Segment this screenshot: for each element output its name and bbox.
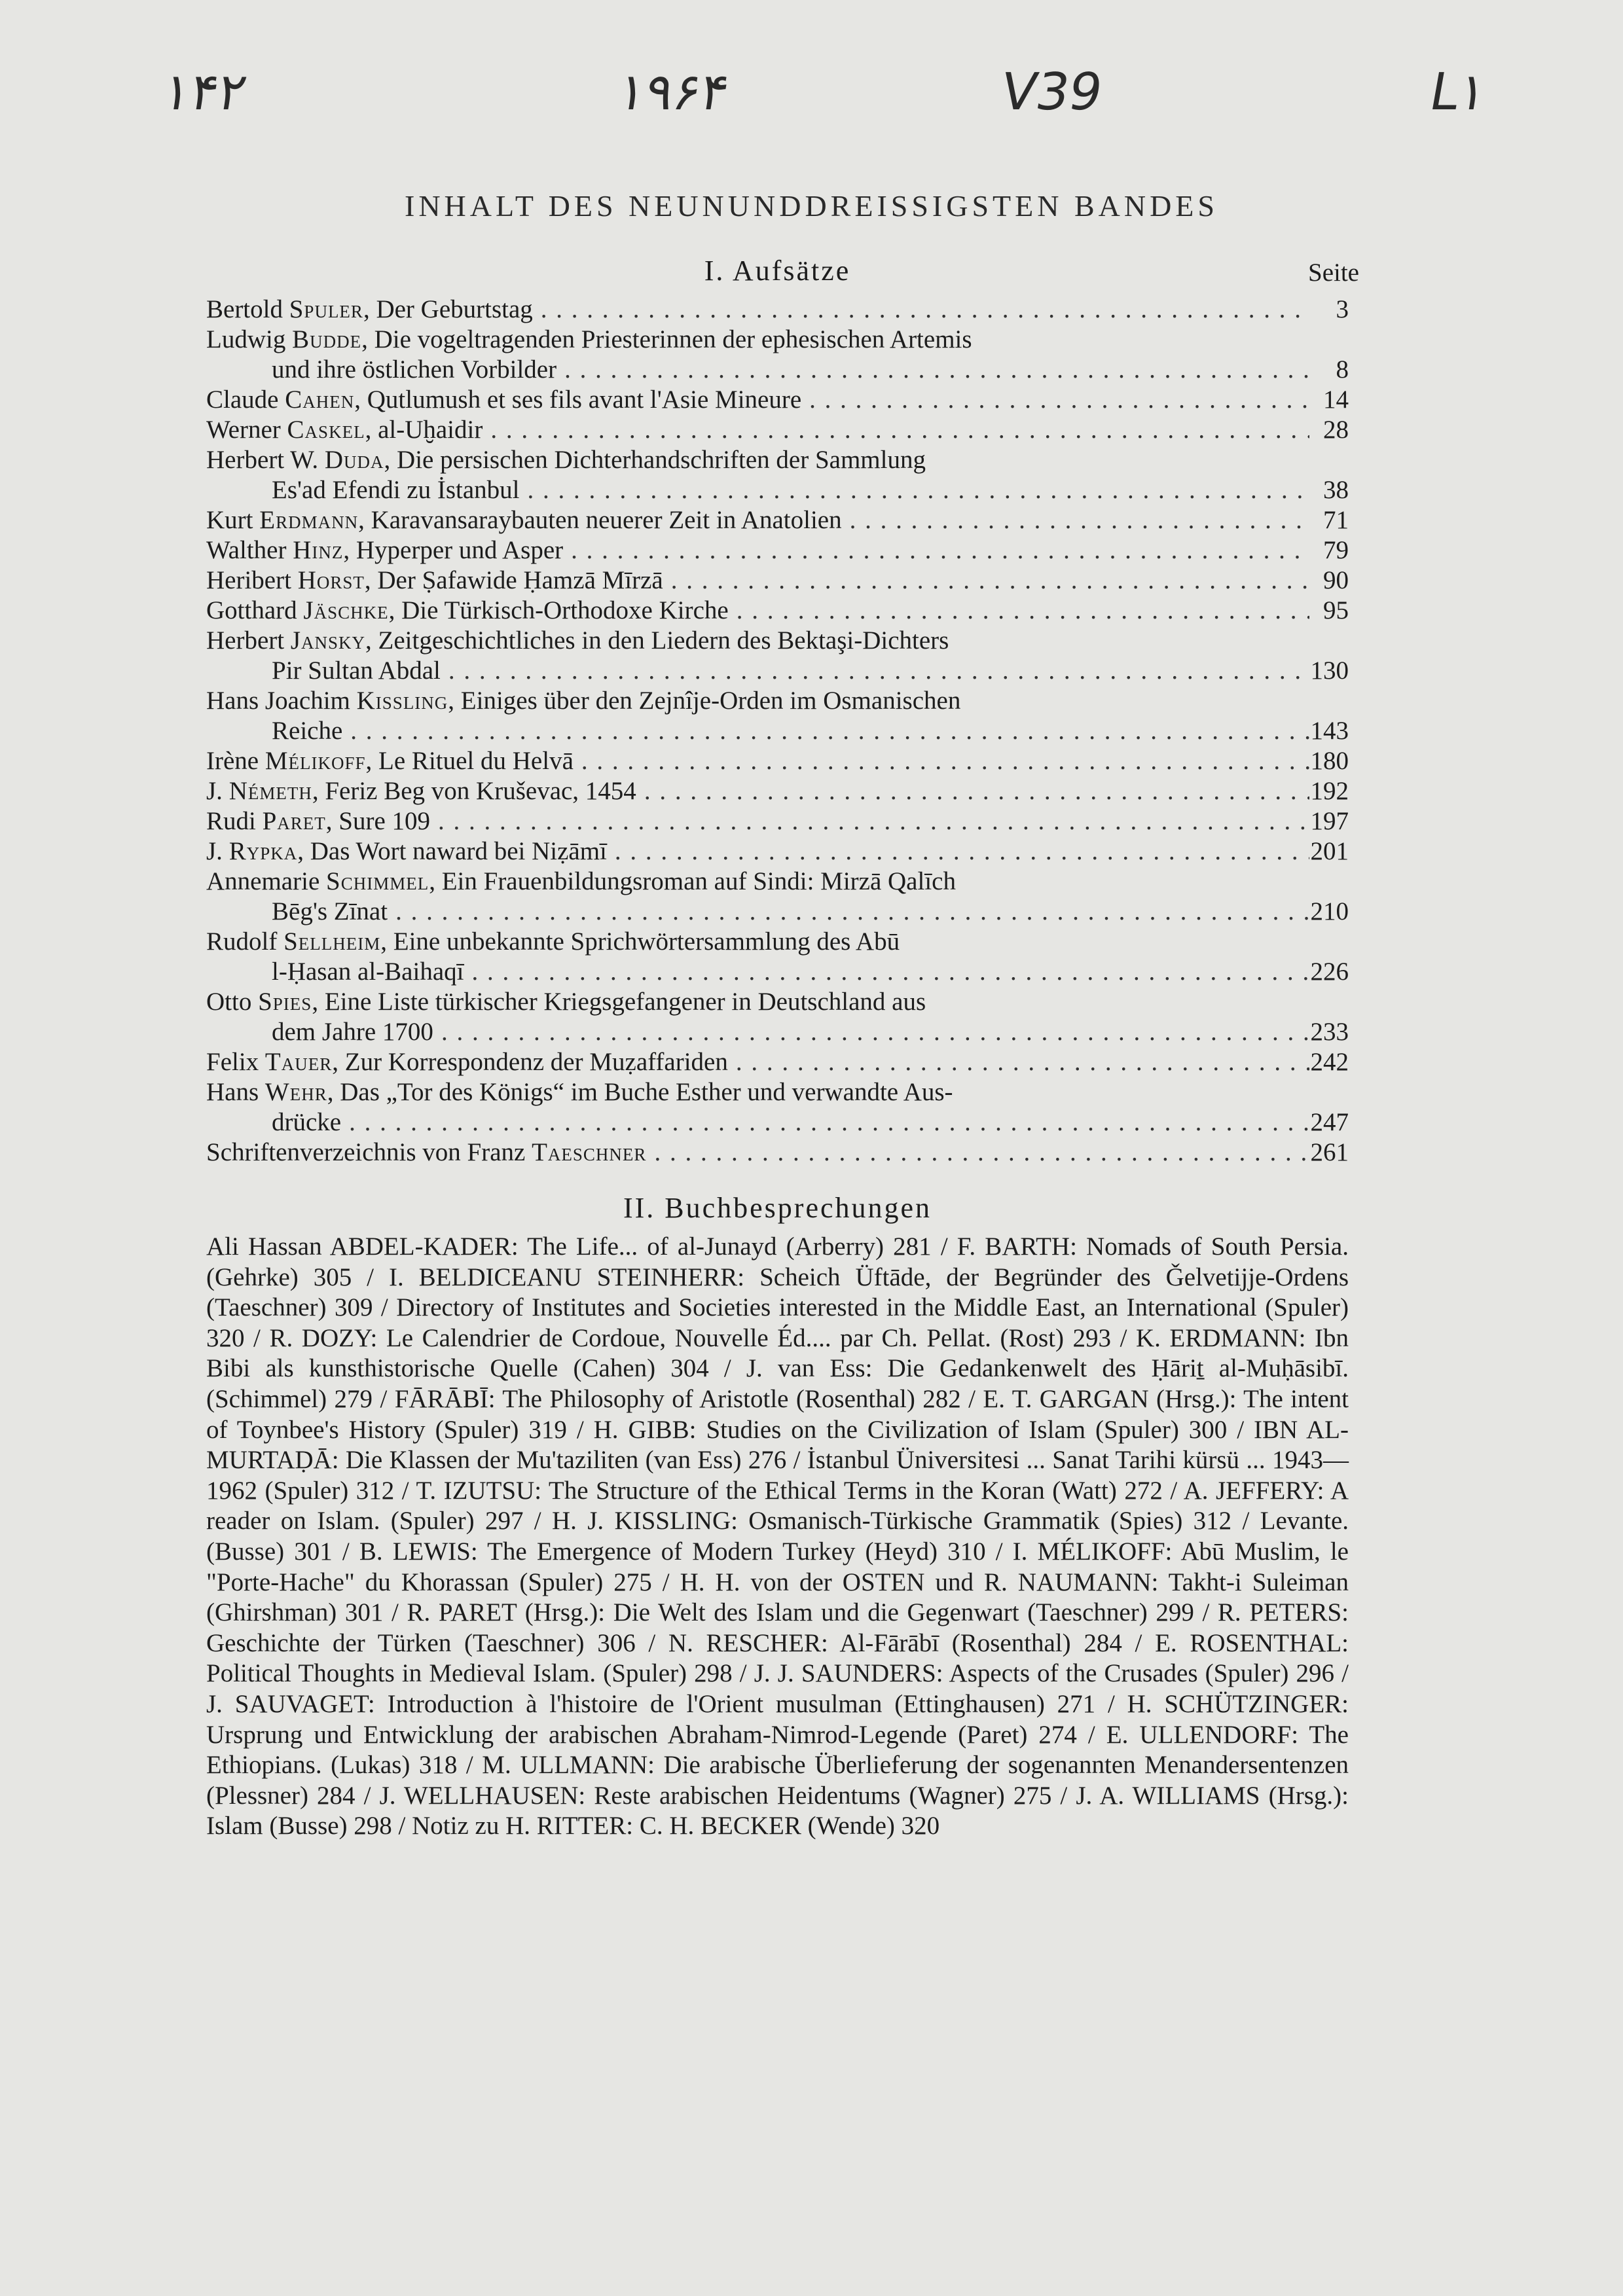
- article-title: Qutlumush et ses fils avant l'Asie Mineure: [367, 386, 802, 414]
- leader-dots: [636, 776, 1309, 806]
- page-number: 226: [1310, 958, 1349, 986]
- article-title: Der Geburtstag: [376, 295, 533, 323]
- author-last-name: Budde: [292, 325, 362, 353]
- author-first-name: Irène: [206, 747, 259, 775]
- author-first-name: Hans: [206, 1078, 259, 1106]
- toc-entry: [206, 776, 1349, 806]
- toc-entry-line: [206, 987, 1349, 1017]
- article-title: Le Rituel du Helvā: [378, 747, 574, 775]
- reviews-text: Ali Hassan ABDEL-KADER: The Life... of al-Junayd (Arberry) 281 / F. BARTH: Nomads of South Persia. (Gehrke) 305 / I. BELDICEANU STEINHERR: Scheich Üftāde, der Begründer des Ǧelvetijje-Ordens (Taeschner) 309 / Directory of Institutes and Societies interested in the Middle East, an International (Spuler) 320 / R. DOZY: Le Calendrier de Cordoue, Nouvelle Éd.... par Ch. Pellat. (Rost) 293 / K. ERDMANN: Ibn Bibi als kunsthistorische Quelle (Cahen) 304 / J. van Ess: Die Gedankenwelt des Ḥāriṯ al-Muḥāsibī. (Schimmel) 279 / FĀRĀBĪ: The Philosophy of Aristotle (Rosenthal) 282 / E. T. GARGAN (Hrsg.): The intent of Toynbee's History (Spuler) 319 / H. GIBB: Studies on the Civilization of Islam (Spuler) 300 / IBN AL-MURTAḌĀ: Die Klassen der Mu'taziliten (van Ess) 276 / İstanbul Üniversitesi ... Sanat Tarihi kürsü ... 1943—1962 (Spuler) 312 / T. IZUTSU: The Structure of the Ethical Terms in the Koran (Watt) 272 / A. JEFFERY: A reader on Islam. (Spuler) 297 / H. J. KISSLING: Osmanisch-Türkische Grammatik (Spies) 312 / Levante. (Busse) 301 / B. LEWIS: The Emergence of Modern Turkey (Heyd) 310 / I. MÉLIKOFF: Abū Muslim, le "Porte-Hache" du Khorassan (Spuler) 275 / H. H. von der OSTEN und R. NAUMANN: Takht-i Suleiman (Ghirshman) 301 / R. PARET (Hrsg.): Die Welt des Islam und die Gegenwart (Taeschner) 299 / R. PETERS: Geschichte der Türken (Taeschner) 306 / N. RESCHER: Al-Fārābī (Rosenthal) 284 / E. ROSENTHAL: Political Thoughts in Medieval Islam. (Spuler) 298 / J. J. SAUNDERS: Aspects of the Crusades (Spuler) 296 / J. SAUVAGET: Introduction à l'histoire de l'Orient musulman (Ettinghausen) 271 / H. SCHÜTZINGER: Ursprung und Entwicklung der arabischen Abraham-Nimrod-Legende (Paret) 274 / E. ULLENDORF: The Ethiopians. (Lukas) 318 / M. ULLMANN: Die arabische Überlieferung der sogenannten Menandersentenzen (Plessner) 284 / J. WELLHAUSEN: Reste arabischen Heidentums (Wagner) 275 / J. A. WILLIAMS (Hrsg.): Islam (Busse) 298 / Notiz zu H. RITTER: C. H. BECKER (Wende) 320: [206, 1232, 1349, 1840]
- toc-entry-line: [206, 836, 1349, 867]
- toc-entry-text: J. Rypka, Das Wort naward bei Niẓāmī: [206, 837, 607, 865]
- handwritten-note-2: ۱۹۶۴: [613, 63, 734, 122]
- author-first-name: Otto: [206, 988, 252, 1016]
- toc-entry-text: Annemarie Schimmel, Ein Frauenbildungsroman auf Sindi: Mirzā Qalīch: [206, 867, 956, 895]
- article-title: Das Wort naward bei Niẓāmī: [310, 837, 607, 865]
- author-first-name: Annemarie: [206, 867, 320, 895]
- toc-entry: [206, 415, 1349, 445]
- section-label: II. Buchbesprechungen: [623, 1192, 932, 1224]
- page-number: 28: [1323, 416, 1349, 444]
- toc-entry-line: [206, 355, 1349, 385]
- article-title: Sure 109: [338, 807, 431, 835]
- toc-entry: [206, 806, 1349, 836]
- article-title-continued: drücke: [272, 1108, 342, 1136]
- page-number: 242: [1310, 1048, 1349, 1076]
- toc-entry-text: Heribert Horst, Der Ṣafawide Ḥamzā Mīrzā: [206, 566, 663, 594]
- toc-entry-line: [206, 1017, 1349, 1047]
- article-title-continued: Es'ad Efendi zu İstanbul: [272, 476, 520, 504]
- toc-entry-text: Rudi Paret, Sure 109: [206, 807, 431, 835]
- section-heading-articles: [206, 249, 1359, 295]
- toc-entry: [206, 325, 1349, 385]
- article-title: Der Ṣafawide Ḥamzā Mīrzā: [377, 566, 663, 594]
- page-number: 180: [1310, 747, 1349, 775]
- toc-entry: [206, 927, 1349, 987]
- article-title-continued: l-Ḥasan al-Baihaqī: [272, 958, 464, 986]
- contents-body: [206, 249, 1359, 1842]
- toc-entry-line: [206, 957, 1349, 987]
- author-first-name: Schriftenverzeichnis von Franz: [206, 1138, 526, 1166]
- leader-dots: [607, 836, 1309, 867]
- author-last-name: Caskel: [287, 416, 365, 444]
- author-first-name: Kurt: [206, 506, 253, 534]
- author-first-name: Felix: [206, 1048, 259, 1076]
- author-first-name: Herbert: [206, 626, 285, 655]
- page-number: 38: [1323, 476, 1349, 504]
- toc-entry-line: [206, 867, 1349, 897]
- leader-dots: [574, 746, 1309, 776]
- page-number: 95: [1323, 596, 1349, 624]
- toc-entry-line: [206, 656, 1349, 686]
- author-last-name: Duda: [324, 446, 384, 474]
- toc-entry: [206, 626, 1349, 686]
- toc-entry-line: [206, 1047, 1349, 1077]
- handwritten-note-4: L۱: [1425, 63, 1492, 122]
- toc-entry-text: Rudolf Sellheim, Eine unbekannte Sprichwörtersammlung des Abū: [206, 927, 900, 956]
- toc-entry-line: [206, 1107, 1349, 1138]
- author-last-name: Wehr: [264, 1078, 327, 1106]
- author-first-name: Rudi: [206, 807, 256, 835]
- page-number: 79: [1323, 536, 1349, 564]
- article-title-continued: Bēg's Zīnat: [272, 897, 388, 925]
- toc-entry-line: [206, 325, 1349, 355]
- author-last-name: Mélikoff: [264, 747, 366, 775]
- toc-entry-text: [206, 1138, 646, 1168]
- author-last-name: Németh: [228, 777, 312, 805]
- article-title: Die vogeltragenden Priesterinnen der ephesischen Artemis: [374, 325, 972, 353]
- toc-entry: [206, 445, 1349, 505]
- toc-entry: [206, 1047, 1349, 1077]
- article-title-continued: und ihre östlichen Vorbilder: [272, 355, 557, 384]
- author-last-name: Spies: [258, 988, 312, 1016]
- toc-entry-line: [206, 776, 1349, 806]
- toc-entry-text: Hans Joachim Kissling, Einiges über den Zejnîje-Orden im Osmanischen: [206, 687, 961, 715]
- leader-dots: [556, 355, 1309, 385]
- page-number: 192: [1310, 777, 1349, 805]
- toc-entry-line: [206, 716, 1349, 746]
- toc-entry: [206, 867, 1349, 927]
- page-number: 71: [1323, 506, 1349, 534]
- author-last-name: Rypka: [228, 837, 298, 865]
- leader-dots: [430, 806, 1309, 836]
- article-title: Eine unbekannte Sprichwörtersammlung des Abū: [393, 927, 900, 956]
- toc-entry-text: Gotthard Jäschke, Die Türkisch-Orthodoxe Kirche: [206, 596, 729, 624]
- author-first-name: Werner: [206, 416, 281, 444]
- author-last-name: Hinz: [293, 536, 344, 564]
- article-title: Karavansaraybauten neuerer Zeit in Anatolien: [371, 506, 842, 534]
- author-last-name: Taeschner: [532, 1138, 647, 1166]
- article-title-continued: dem Jahre 1700: [272, 1018, 433, 1046]
- toc-entry-line: [206, 295, 1349, 325]
- leader-dots: [533, 295, 1309, 325]
- handwritten-note-3: V39: [996, 63, 1107, 122]
- author-last-name: Jansky: [290, 626, 366, 655]
- leader-dots: [729, 596, 1309, 626]
- article-title: Die persischen Dichterhandschriften der Sammlung: [397, 446, 926, 474]
- toc-entry: [206, 746, 1349, 776]
- page-number: 3: [1336, 295, 1349, 323]
- author-first-name: Gotthard: [206, 596, 297, 624]
- page-title: INHALT DES NEUNUNDDREISSIGSTEN BANDES: [405, 189, 1218, 223]
- page-number: 8: [1336, 355, 1349, 384]
- author-last-name: Paret: [262, 807, 326, 835]
- leader-dots: [441, 656, 1309, 686]
- toc-entry-line: [206, 385, 1349, 415]
- toc-entry-line: [206, 1138, 1349, 1168]
- author-last-name: Cahen: [285, 386, 355, 414]
- toc-entry-line: [206, 475, 1349, 505]
- page-number: 130: [1310, 656, 1349, 685]
- author-last-name: Kissling: [356, 687, 448, 715]
- article-title: Ein Frauenbildungsroman auf Sindi: Mirzā Qalīch: [441, 867, 956, 895]
- leader-dots: [483, 415, 1309, 445]
- section-label: I. Aufsätze: [704, 255, 851, 287]
- leader-dots: [646, 1138, 1309, 1168]
- article-title: Das „Tor des Königs“ im Buche Esther und verwandte Aus-: [340, 1078, 953, 1106]
- author-last-name: Sellheim: [283, 927, 381, 956]
- author-last-name: Horst: [297, 566, 365, 594]
- author-last-name: Erdmann: [259, 506, 359, 534]
- article-title: al-Uḫaidir: [378, 416, 483, 444]
- leader-dots: [728, 1047, 1309, 1077]
- toc-entry: [206, 505, 1349, 535]
- article-title: Hyperper und Asper: [356, 536, 564, 564]
- leader-dots: [464, 957, 1309, 987]
- page-number: 14: [1323, 386, 1349, 414]
- toc-entry-text: Claude Cahen, Qutlumush et ses fils avant l'Asie Mineure: [206, 386, 802, 414]
- article-title: Einiges über den Zejnîje-Orden im Osmanischen: [460, 687, 961, 715]
- page-number: 261: [1310, 1138, 1349, 1166]
- author-last-name: Tauer: [264, 1048, 333, 1076]
- leader-dots: [842, 505, 1309, 535]
- toc-entry: [206, 1077, 1349, 1138]
- author-first-name: Walther: [206, 536, 287, 564]
- toc-entry-line: [206, 686, 1349, 716]
- toc-entry-text: Otto Spies, Eine Liste türkischer Kriegsgefangener in Deutschland aus: [206, 988, 926, 1016]
- toc-entry-line: [206, 897, 1349, 927]
- page-number: 233: [1310, 1018, 1349, 1046]
- author-first-name: Heribert: [206, 566, 291, 594]
- toc-entry-line: [206, 505, 1349, 535]
- toc-entry-line: [206, 596, 1349, 626]
- leader-dots: [433, 1017, 1309, 1047]
- leader-dots: [341, 1107, 1309, 1138]
- section-heading-reviews: [206, 1186, 1349, 1232]
- toc-entry-line: [206, 445, 1349, 475]
- toc-entry-text: Felix Tauer, Zur Korrespondenz der Muẓaffariden: [206, 1048, 728, 1076]
- article-title: Eine Liste türkischer Kriegsgefangener in Deutschland aus: [324, 988, 926, 1016]
- toc-entry: [206, 686, 1349, 746]
- toc-entry: [206, 535, 1349, 565]
- article-title: Die Türkisch-Orthodoxe Kirche: [401, 596, 729, 624]
- toc-entry-text: J. Németh, Feriz Beg von Kruševac, 1454: [206, 777, 636, 805]
- toc-entry-line: [206, 806, 1349, 836]
- toc-entry-text: Irène Mélikoff, Le Rituel du Helvā: [206, 747, 574, 775]
- toc-entry-text: Hans Wehr, Das „Tor des Königs“ im Buche Esther und verwandte Aus-: [206, 1078, 953, 1106]
- toc-entry: [206, 987, 1349, 1047]
- toc-entry: [206, 385, 1349, 415]
- article-title: Zur Korrespondenz der Muẓaffariden: [344, 1048, 728, 1076]
- leader-dots: [563, 535, 1309, 565]
- toc-entry-text: Kurt Erdmann, Karavansaraybauten neuerer Zeit in Anatolien: [206, 506, 842, 534]
- toc-entry-text: Walther Hinz, Hyperper und Asper: [206, 536, 564, 564]
- toc-list: [206, 295, 1349, 1168]
- author-first-name: J.: [206, 837, 223, 865]
- article-title: Zeitgeschichtliches in den Liedern des Bektaşi-Dichters: [378, 626, 949, 655]
- toc-entry-line: [206, 535, 1349, 565]
- author-first-name: Claude: [206, 386, 279, 414]
- toc-entry: [206, 295, 1349, 325]
- page-number: 143: [1310, 717, 1349, 745]
- leader-dots: [801, 385, 1309, 415]
- page-number: 90: [1323, 566, 1349, 594]
- author-first-name: Bertold: [206, 295, 283, 323]
- page-number: 197: [1310, 807, 1349, 835]
- toc-entry-text: Herbert W. Duda, Die persischen Dichterhandschriften der Sammlung: [206, 446, 926, 474]
- toc-entry-text: Ludwig Budde, Die vogeltragenden Priesterinnen der ephesischen Artemis: [206, 325, 972, 353]
- page-number: 201: [1310, 837, 1349, 865]
- toc-entry: [206, 836, 1349, 867]
- page-column-label: Seite: [1308, 259, 1359, 287]
- section-reviews: [206, 1186, 1349, 1842]
- toc-entry-line: [206, 927, 1349, 957]
- article-title: Feriz Beg von Kruševac, 1454: [325, 777, 636, 805]
- author-first-name: J.: [206, 777, 223, 805]
- author-first-name: Herbert W.: [206, 446, 319, 474]
- toc-entry-line: [206, 626, 1349, 656]
- leader-dots: [388, 897, 1309, 927]
- author-last-name: Spuler: [289, 295, 363, 323]
- toc-entry-text: Bertold Spuler, Der Geburtstag: [206, 295, 533, 323]
- author-first-name: Rudolf: [206, 927, 278, 956]
- toc-entry: [206, 596, 1349, 626]
- leader-dots: [342, 716, 1309, 746]
- toc-entry-text: Herbert Jansky, Zeitgeschichtliches in den Liedern des Bektaşi-Dichters: [206, 626, 949, 655]
- toc-entry: [206, 1138, 1349, 1168]
- author-first-name: Hans Joachim: [206, 687, 350, 715]
- toc-entry-line: [206, 746, 1349, 776]
- author-first-name: Ludwig: [206, 325, 286, 353]
- article-title-continued: Pir Sultan Abdal: [272, 656, 441, 685]
- page-number: 247: [1310, 1108, 1349, 1136]
- handwritten-note-1: ۱۴۲: [158, 63, 251, 122]
- toc-entry-line: [206, 1077, 1349, 1107]
- article-title-continued: Reiche: [272, 717, 343, 745]
- page-number: 210: [1310, 897, 1349, 925]
- toc-entry: [206, 565, 1349, 596]
- leader-dots: [663, 565, 1309, 596]
- toc-entry-text: Werner Caskel, al-Uḫaidir: [206, 416, 483, 444]
- toc-entry-line: [206, 565, 1349, 596]
- author-last-name: Schimmel: [326, 867, 429, 895]
- leader-dots: [520, 475, 1310, 505]
- toc-entry-line: [206, 415, 1349, 445]
- author-last-name: Jäschke: [303, 596, 389, 624]
